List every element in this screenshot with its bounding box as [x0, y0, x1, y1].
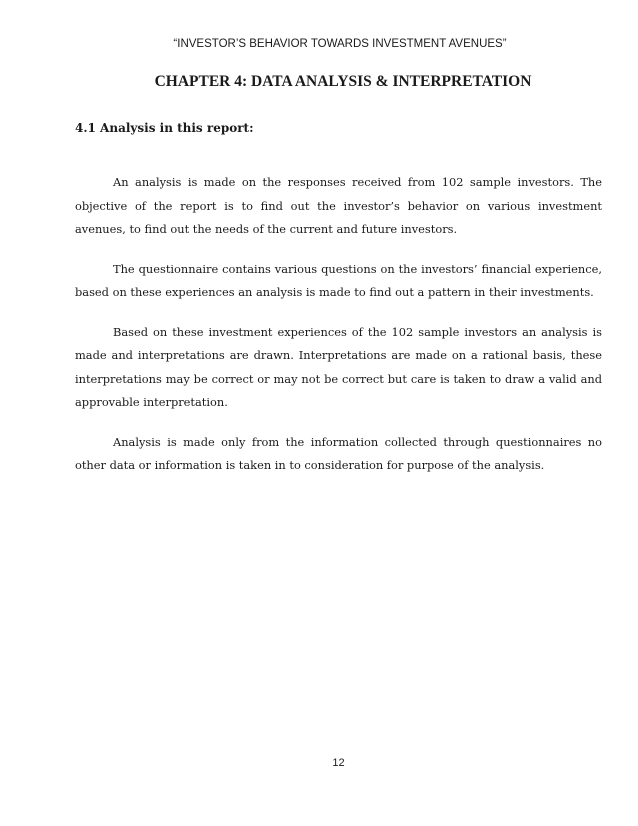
paragraph: The questionnaire contains various questions on the investors’ financial experience, based on these experiences an analysis is made to find out a pattern in their investments.: [75, 261, 602, 299]
paragraph: Analysis is made only from the information collected through questionnaires no other data or information is taken in to consideration for purpose of the analysis.: [75, 434, 602, 472]
body-text: [75, 171, 602, 494]
paragraph: Based on these investment experiences of the 102 sample investors an analysis is made and interpretations are drawn. Interpretations are made on a rational basis, these interpretations may be correct or may not be correct but care is taken to draw a valid and approvable interpretation.: [75, 324, 602, 409]
running-header: “INVESTOR’S BEHAVIOR TOWARDS INVESTMENT AVENUES”: [173, 38, 507, 50]
section-heading: 4.1 Analysis in this report:: [75, 121, 254, 135]
page-number: 12: [332, 757, 345, 769]
chapter-title: CHAPTER 4: DATA ANALYSIS & INTERPRETATION: [154, 73, 532, 90]
paragraph: An analysis is made on the responses received from 102 sample investors. The objective of the report is to find out the investor’s behavior on various investment avenues, to find out the needs of the current and future investors.: [75, 175, 602, 236]
